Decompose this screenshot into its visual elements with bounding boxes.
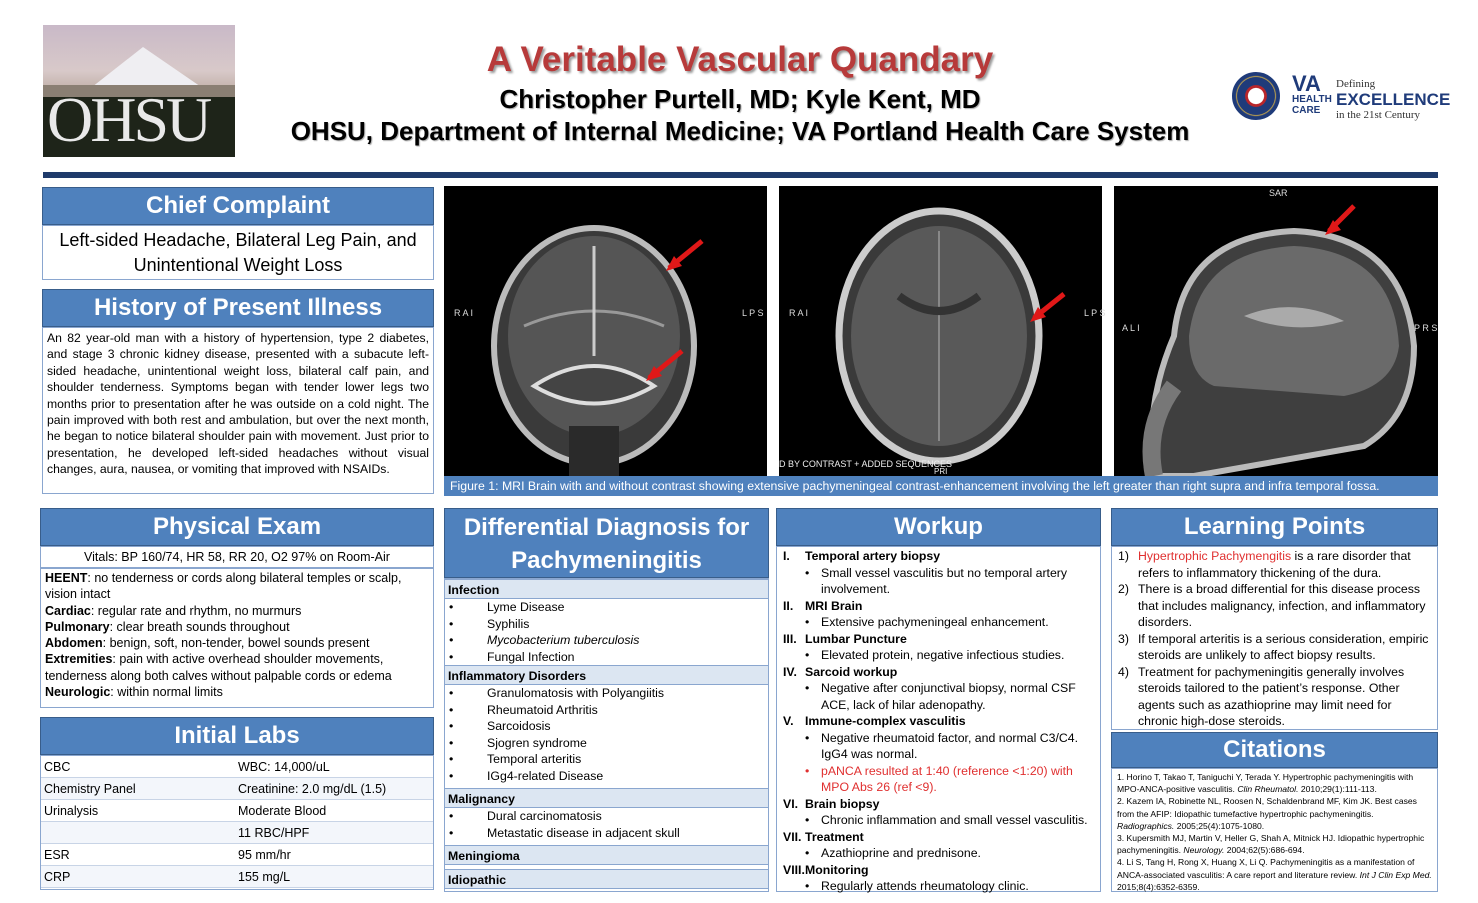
lp-text: Treatment for pachymeningitis generally involves steroids tailored to the patient’s response. Other agents such as azathioprine may limit need for chronic high-dose steroids. [1138, 664, 1405, 728]
lab-name: CRP [44, 870, 71, 884]
poster-affiliation: OHSU, Department of Internal Medicine; VA Portland Health Care System [290, 116, 1190, 146]
workup-section-title [783, 713, 1094, 730]
citation-journal: Int J Clin Exp Med. [1359, 869, 1432, 880]
mri2-left-label: R A I [789, 308, 809, 318]
mri1-left-label: R A I [454, 308, 474, 318]
chief-complaint-heading: Chief Complaint [42, 187, 434, 225]
mri-sagittal-svg [1114, 186, 1438, 476]
dd-category: Meningioma [445, 845, 768, 865]
va-logo-excellence: EXCELLENCE [1336, 90, 1451, 109]
citation-item [1117, 856, 1432, 893]
citation-ref: 2015;8(4):6352-6359. [1117, 881, 1200, 892]
workup-section-title [783, 829, 1094, 846]
list-item: • Sarcoidosis [445, 718, 768, 735]
mri3-right-label: P R S [1414, 323, 1438, 333]
list-item: • Fungal Infection [445, 649, 768, 666]
differential-list [444, 578, 769, 892]
learning-points-heading: Learning Points [1111, 508, 1438, 546]
differential-heading: Differential Diagnosis for Pachymeningitis [444, 508, 769, 578]
table-row [41, 844, 433, 866]
workup-title: Treatment [805, 829, 864, 844]
mri3-left-label: A L I [1122, 323, 1140, 333]
citation-item [1117, 771, 1432, 795]
exam-item [45, 651, 429, 684]
citations-heading: Citations [1111, 732, 1438, 768]
ohsu-logo [43, 25, 235, 156]
list-item: • Regularly attends rheumatology clinic. [783, 878, 1094, 895]
list-item: • Small vessel vasculitis but no temporal artery involvement. [783, 565, 1094, 598]
table-row [41, 778, 433, 800]
lab-value: Creatinine: 2.0 mg/dL (1.5) [238, 782, 387, 796]
mri-coronal-image [444, 186, 767, 476]
workup-title: Sarcoid workup [805, 664, 898, 679]
workup-heading: Workup [776, 508, 1101, 546]
workup-title: Lumbar Puncture [805, 631, 907, 646]
mri-sagittal-image [1114, 186, 1438, 476]
labs-table [40, 755, 434, 890]
mri-axial-image [779, 186, 1106, 476]
citation-item [1117, 795, 1432, 832]
table-row [41, 866, 433, 888]
list-item: • Azathioprine and prednisone. [783, 845, 1094, 862]
list-item: • Temporal arteritis [445, 751, 768, 768]
physical-exam-body [40, 568, 434, 708]
lab-value: 155 mg/L [238, 870, 291, 884]
table-row [41, 756, 433, 778]
mri3-top-label: SAR [1269, 188, 1288, 198]
exam-text: : within normal limits [110, 685, 223, 700]
list-item: • Chronic inflammation and small vessel vasculitis. [783, 812, 1094, 829]
list-item [1118, 548, 1431, 581]
learning-points-list [1111, 546, 1438, 730]
list-item: • Elevated protein, negative infectious studies. [783, 647, 1094, 664]
mri2-bottom-label: D BY CONTRAST + ADDED SEQUENCES [779, 459, 952, 469]
mri-coronal-svg [444, 186, 767, 476]
table-row [41, 822, 433, 844]
physical-exam-heading: Physical Exam [40, 508, 434, 546]
exam-label: HEENT [45, 571, 88, 585]
exam-label: Pulmonary [45, 619, 110, 634]
lp-num: 1) [1118, 549, 1129, 563]
workup-title: Temporal artery biopsy [805, 549, 941, 563]
citation-journal: Radiographics. [1117, 820, 1175, 831]
list-item-highlight: • pANCA resulted at 1:40 (reference <1:20) with MPO Abs 26 (ref <9). [783, 763, 1094, 796]
mri2-bottom-label2: PRI [934, 467, 948, 476]
citation-text: 1. Horino T, Takao T, Taniguchi Y, Terada Y. Hypertrophic pachymeningitis with MPO-ANCA-positive vasculitis. [1117, 772, 1414, 795]
lp-highlight: Hypertrophic Pachymengitis [1138, 549, 1292, 563]
lp-text: If temporal arteritis is a serious consideration, empiric steroids are unlikely to affect biopsy results. [1138, 631, 1429, 662]
va-seal-icon [1232, 72, 1280, 120]
lp-text: is a rare disorder that refers to inflammatory thickening of the dura. [1138, 549, 1411, 580]
dd-category: Malignancy [445, 788, 768, 808]
lab-value: WBC: 14,000/uL [238, 760, 330, 774]
hpi-heading: History of Present Illness [42, 289, 434, 327]
exam-text: : pain with active overhead shoulder movements, tenderness along both calves without palpable cords or edema [45, 652, 392, 683]
list-item: • Rheumatoid Arthritis [445, 702, 768, 719]
exam-label: Neurologic [45, 685, 111, 700]
workup-num: VIII. [783, 862, 805, 877]
va-logo-va: VA [1292, 71, 1321, 96]
lab-name: ESR [44, 848, 70, 862]
exam-text: : clear breath sounds throughout [109, 619, 290, 634]
citation-journal: Neurology. [1183, 845, 1225, 856]
list-item: • Lyme Disease [445, 599, 768, 616]
list-item: • Sjogren syndrome [445, 735, 768, 752]
citation-ref: 2010;29(1):111-113. [1298, 784, 1377, 795]
workup-list [776, 546, 1101, 892]
chief-complaint-text: Left-sided Headache, Bilateral Leg Pain, and Unintentional Weight Loss [42, 225, 434, 280]
workup-num: V. [783, 714, 794, 728]
lab-name: Urinalysis [44, 804, 99, 818]
dd-category: Idiopathic [445, 869, 768, 889]
ohsu-logo-text: OHSU [47, 84, 210, 155]
poster-title: A Veritable Vascular Quandary [486, 40, 994, 79]
list-item [1118, 664, 1431, 730]
list-item: • Mycobacterium tuberculosis [445, 632, 768, 649]
workup-section-title [783, 664, 1094, 681]
mri-axial-svg [779, 186, 1106, 476]
list-item: • Metastatic disease in adjacent skull [445, 825, 768, 842]
citations-list [1111, 768, 1438, 892]
lp-num: 3) [1118, 631, 1129, 646]
lp-text: There is a broad differential for this disease process that includes malignancy, infection, and inflammatory disorders. [1138, 582, 1426, 629]
va-logo-defining: Defining [1336, 78, 1376, 90]
mri-figure-caption: Figure 1: MRI Brain with and without contrast showing extensive pachymeningeal contrast-enhancement involving the left greater than right supra and infra temporal fossa. [444, 476, 1438, 496]
workup-num: III. [783, 631, 797, 646]
hpi-text: An 82 year-old man with a history of hypertension, type 2 diabetes, and stage 3 chronic kidney disease, presented with a subacute left-sided headache, unintentional weight loss, bilateral calf pain, and shoulder tenderness. Symptoms began with tender lower legs two months prior to presentation after he was outside on a cold night. The pain improved with both rest and ambulation, but over the next month, he began to notice bilateral shoulder pain with movement. Just prior to presentation, he developed left-sided headaches without visual changes, aura, nausea, or vomiting that improved with NSAIDs. [42, 327, 434, 494]
mri2-right-label: L P S [1084, 308, 1106, 318]
exam-label: Extremities [45, 652, 113, 667]
dd-category: Infection [445, 579, 768, 599]
workup-section-title [783, 631, 1094, 648]
workup-num: I. [783, 549, 790, 563]
citation-journal: Clin Rheumatol. [1237, 784, 1299, 795]
lab-value: Moderate Blood [238, 804, 327, 818]
lab-name: CBC [44, 760, 71, 774]
exam-text: : regular rate and rhythm, no murmurs [90, 603, 302, 618]
list-item: • Extensive pachymeningeal enhancement. [783, 614, 1094, 631]
workup-section-title [783, 796, 1094, 813]
poster-authors: Christopher Purtell, MD; Kyle Kent, MD [499, 84, 981, 114]
va-logo-health-care: HEALTH CARE [1292, 94, 1332, 116]
workup-section-title [783, 548, 1094, 565]
exam-item [45, 619, 429, 635]
citation-text: 3. Kupersmith MJ, Martin V, Heller G, Shah A, Mitnick HJ. Idiopathic hypertrophic pachymeningitis. [1117, 833, 1425, 856]
workup-title: MRI Brain [805, 598, 863, 613]
lab-name [41, 822, 238, 843]
list-item: • Syphilis [445, 616, 768, 633]
workup-num: VII. [783, 829, 802, 844]
exam-item [45, 603, 429, 619]
exam-text: : no tenderness or cords along bilateral temples or scalp, vision intact [45, 571, 402, 602]
exam-item [45, 684, 429, 700]
list-item [1118, 581, 1431, 631]
lab-value: 95 mm/hr [238, 848, 291, 862]
citation-text: 4. Li S, Tang H, Rong X, Huang X, Li Q. Pachymeningitis as a manifestation of ANCA-associated vasculitis: A care report and literature review. [1117, 857, 1415, 880]
exam-text: : benign, soft, non-tender, bowel sounds present [102, 636, 370, 651]
citation-ref: 2004;62(5):686-694. [1224, 845, 1305, 856]
lp-num: 2) [1118, 582, 1129, 596]
exam-item [45, 570, 429, 603]
workup-title: Immune-complex vasculitis [805, 714, 966, 728]
lab-value: 11 RBC/HPF [238, 826, 310, 840]
list-item [1118, 631, 1431, 664]
workup-section-title [783, 862, 1094, 879]
citation-ref: 2005;25(4):1075-1080. [1174, 820, 1265, 831]
citation-text: 2. Kazem IA, Robinette NL, Roosen N, Schaldenbrand MF, Kim JK. Best cases from the AFIP: Idiopathic tumefactive hypertrophic pachymeningitis. [1117, 796, 1417, 819]
list-item: • Negative rheumatoid factor, and normal C3/C4. IgG4 was normal. [783, 730, 1094, 763]
list-item: • IGg4-related Disease [445, 768, 768, 785]
exam-label: Abdomen [45, 636, 103, 651]
exam-item [45, 635, 429, 651]
workup-section-title [783, 598, 1094, 615]
list-item: • Granulomatosis with Polyangiitis [445, 685, 768, 702]
initial-labs-heading: Initial Labs [40, 717, 434, 755]
mri1-right-label: L P S [742, 308, 764, 318]
physical-exam-vitals: Vitals: BP 160/74, HR 58, RR 20, O2 97% on Room-Air [40, 546, 434, 568]
citation-item [1117, 832, 1432, 856]
workup-num: IV. [783, 664, 797, 679]
lab-name: Chemistry Panel [44, 782, 136, 796]
lp-num: 4) [1118, 664, 1129, 679]
header-divider [43, 172, 1438, 178]
list-item: • Negative after conjunctival biopsy, normal CSF ACE, lack of hilar adenopathy. [783, 680, 1094, 713]
list-item: • Dural carcinomatosis [445, 808, 768, 825]
workup-title: Monitoring [805, 862, 869, 877]
table-row [41, 800, 433, 822]
workup-title: Brain biopsy [805, 796, 880, 811]
exam-label: Cardiac [45, 603, 91, 618]
workup-num: II. [783, 598, 794, 613]
dd-category: Inflammatory Disorders [445, 665, 768, 685]
workup-num: VI. [783, 796, 799, 811]
va-logo-century: in the 21st Century [1336, 109, 1421, 121]
va-health-care-logo [1232, 68, 1451, 130]
